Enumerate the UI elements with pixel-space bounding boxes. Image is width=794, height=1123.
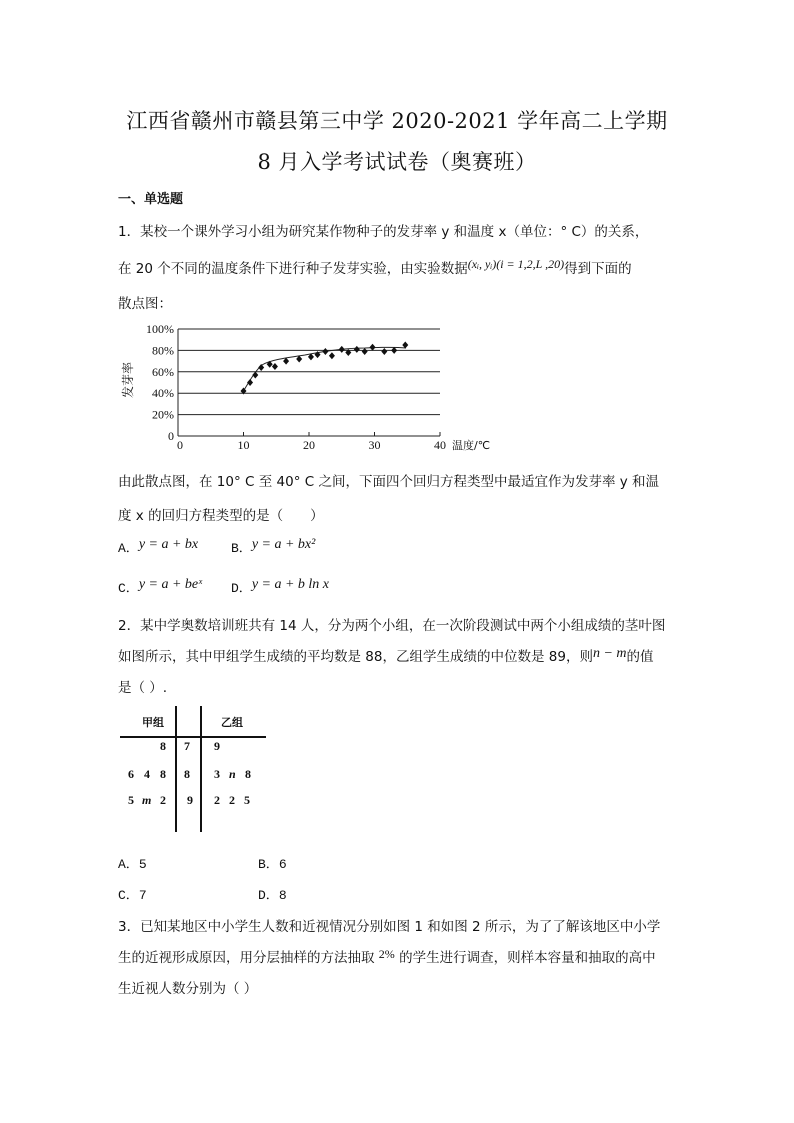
- option-label: D．: [231, 581, 252, 596]
- leaf: 8: [160, 767, 166, 781]
- data-point-marker: [258, 364, 264, 371]
- option-label: C．: [118, 888, 139, 903]
- q1-option-b[interactable]: [231, 537, 315, 557]
- leaf: 8: [160, 739, 166, 753]
- option-label: D．: [258, 888, 279, 903]
- stem-divider-left: [175, 706, 177, 832]
- stem: 8: [184, 767, 190, 781]
- q2-line3: 是（ ）.: [118, 680, 168, 696]
- document-title-line1: 江西省赣州市赣县第三中学 2020-2021 学年高二上学期: [126, 109, 668, 133]
- svg-text:20: 20: [303, 438, 315, 452]
- leaf: 4: [144, 767, 150, 781]
- q3-line3: 生近视人数分别为（ ）: [118, 981, 258, 997]
- group-a-header: 甲组: [142, 716, 164, 729]
- svg-text:60%: 60%: [152, 364, 174, 379]
- stem: 7: [184, 739, 190, 753]
- svg-text:10: 10: [237, 438, 250, 452]
- leaf: 6: [128, 767, 134, 781]
- svg-text:80%: 80%: [152, 343, 174, 358]
- option-value: 6: [278, 857, 287, 872]
- q1-line3: 散点图：: [118, 296, 172, 312]
- data-point-marker: [322, 348, 328, 355]
- svg-text:20%: 20%: [152, 407, 174, 422]
- option-label: B．: [231, 541, 252, 556]
- option-formula: y = a + beˣ: [138, 577, 203, 592]
- svg-text:0: 0: [168, 429, 174, 443]
- data-point-marker: [381, 348, 387, 355]
- data-point-marker: [362, 348, 368, 355]
- svg-text:40%: 40%: [152, 386, 174, 401]
- leaf: 3: [214, 767, 220, 781]
- svg-text:0: 0: [177, 438, 183, 452]
- data-point-marker: [354, 346, 360, 353]
- option-value: 8: [278, 888, 287, 903]
- data-point-marker: [339, 346, 345, 353]
- option-label: A．: [118, 541, 139, 556]
- q3-line2-text-a: 生的近视形成原因，用分层抽样的方法抽取: [118, 950, 379, 966]
- q3-percentage: 2%: [378, 947, 395, 961]
- leaf: 5: [128, 793, 134, 807]
- y-axis-label: 发芽率: [121, 361, 135, 398]
- option-value: 5: [138, 857, 147, 872]
- leaf: 8: [245, 767, 251, 781]
- data-point-marker: [252, 372, 258, 379]
- group-b-header: 乙组: [221, 716, 243, 729]
- q3-line1: 3．已知某地区中小学生人数和近视情况分别如图 1 和如图 2 所示，为了了解该地区中小学: [118, 919, 661, 935]
- q2-line2: [118, 645, 654, 666]
- x-axis-tick-labels: [177, 438, 446, 452]
- data-point-marker: [370, 344, 376, 351]
- header-rule: [120, 736, 266, 738]
- y-axis-tick-labels: [146, 322, 174, 443]
- q1-line2: [118, 257, 632, 277]
- leaf-variable-n: n: [229, 767, 236, 781]
- leaf: 9: [214, 739, 220, 753]
- q1-option-d[interactable]: [231, 577, 329, 597]
- q1-line2-text-a: 在 20 个不同的温度条件下进行种子发芽实验，由实验数据: [118, 261, 468, 277]
- q2-option-d[interactable]: [258, 884, 287, 903]
- chart-gridlines: [178, 329, 440, 436]
- stem-leaf-plot: [118, 706, 268, 832]
- option-value: 7: [138, 888, 147, 903]
- q1-line5: 度 x 的回归方程类型的是（ ）: [118, 508, 324, 524]
- leaf-variable-m: m: [142, 793, 152, 807]
- section-heading: 一、单选题: [118, 192, 184, 207]
- svg-text:100%: 100%: [146, 322, 174, 336]
- svg-text:40: 40: [434, 438, 446, 452]
- data-point-marker: [329, 352, 335, 359]
- option-formula: y = a + bx²: [251, 537, 316, 552]
- document-title-line2: 8 月入学考试试卷（奥赛班）: [257, 150, 537, 174]
- q2-option-c[interactable]: [118, 884, 147, 903]
- leaf: 2: [214, 793, 220, 807]
- x-axis-label: 温度/℃: [452, 439, 491, 452]
- q1-option-c[interactable]: [118, 577, 202, 597]
- stem-divider-right: [200, 706, 202, 832]
- stem: 9: [187, 793, 193, 807]
- q1-data-notation: (xᵢ, yᵢ)(i = 1,2,L ,20): [467, 257, 565, 271]
- data-point-marker: [272, 363, 278, 370]
- q1-line1: 1．某校一个课外学习小组为研究某作物种子的发芽率 y 和温度 x（单位：° C）的关系，: [118, 224, 649, 240]
- q1-line4: 由此散点图，在 10° C 至 40° C 之间，下面四个回归方程类型中最适宜作为发芽率 y 和温: [118, 474, 660, 490]
- option-label: B．: [258, 857, 279, 872]
- q2-line2-text-b: 的值: [626, 649, 654, 665]
- leaf: 2: [160, 793, 166, 807]
- option-label: C．: [118, 581, 139, 596]
- q2-line2-text-a: 如图所示，其中甲组学生成绩的平均数是 88，乙组学生成绩的中位数是 89，则: [118, 649, 593, 665]
- option-formula: y = a + bx: [138, 537, 199, 552]
- q2-expression: n − m: [592, 646, 627, 661]
- data-points: [241, 342, 409, 395]
- q3-line2-text-b: 的学生进行调查，则样本容量和抽取的高中: [394, 950, 656, 966]
- option-label: A．: [118, 857, 139, 872]
- q3-line2: [118, 946, 656, 966]
- scatter-chart: [110, 318, 510, 458]
- q2-option-b[interactable]: [258, 853, 287, 872]
- q2-option-a[interactable]: [118, 853, 147, 872]
- q2-line1: 2．某中学奥数培训班共有 14 人，分为两个小组，在一次阶段测试中两个小组成绩的茎叶图: [118, 618, 666, 634]
- q1-line2-text-b: 得到下面的: [564, 261, 632, 277]
- option-formula: y = a + b ln x: [251, 577, 330, 592]
- svg-text:30: 30: [368, 438, 381, 452]
- q1-option-a[interactable]: [118, 537, 198, 557]
- data-point-marker: [247, 379, 253, 386]
- leaf: 2: [229, 793, 235, 807]
- data-point-marker: [391, 347, 397, 354]
- leaf: 5: [244, 793, 250, 807]
